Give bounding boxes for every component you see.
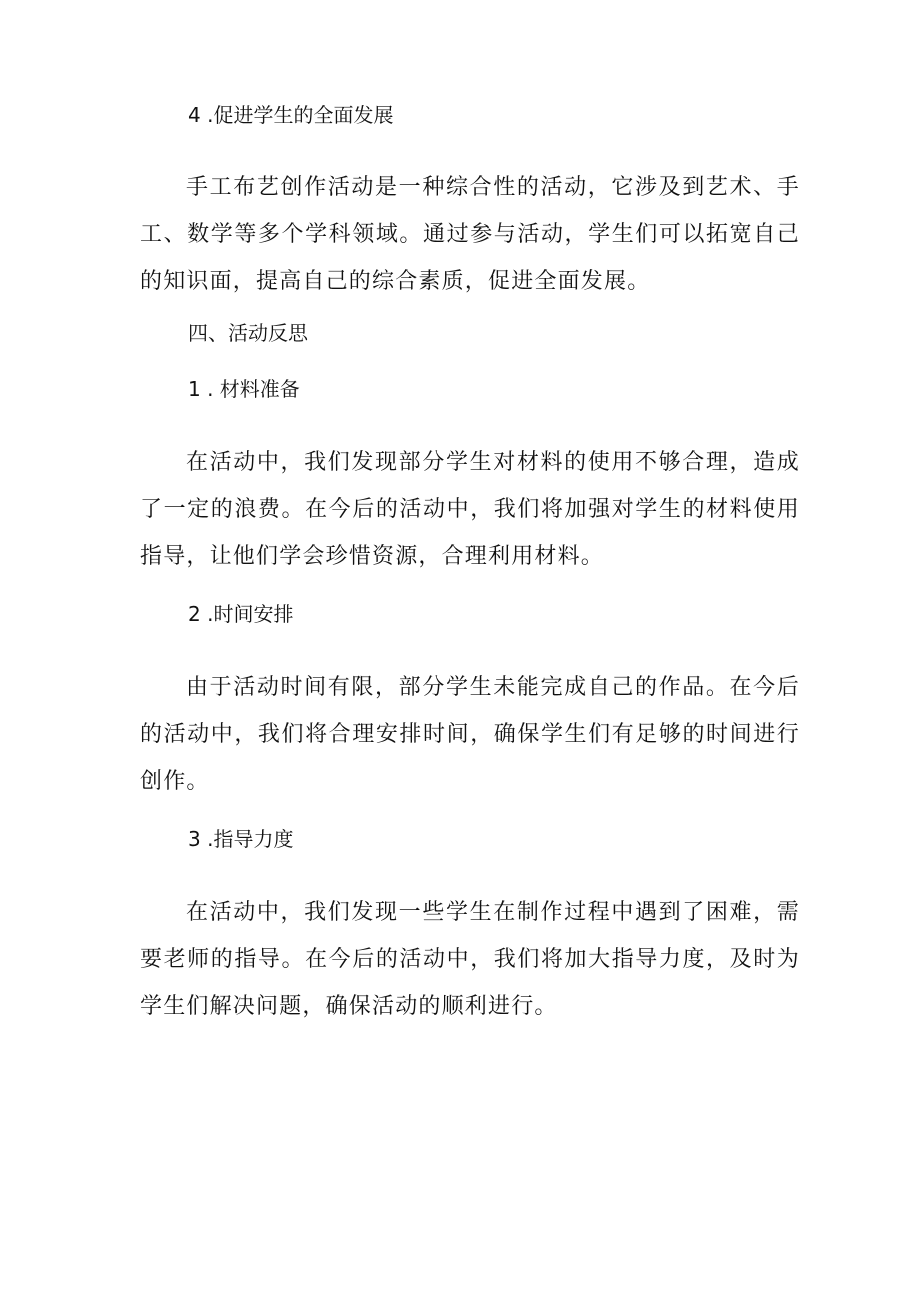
item-2-paragraph: 由于活动时间有限，部分学生未能完成自己的作品。在今后的活动中，我们将合理安排时间，确保学生们有足够的时间进行创作。 [140,675,800,794]
item-1-heading: 1 . 材料准备 [188,377,300,401]
chapter-heading-reflection: 四、活动反思 [188,321,308,345]
item-1-paragraph: 在活动中，我们发现部分学生对材料的使用不够合理，造成了一定的浪费。在今后的活动中，我们将加强对学生的材料使用指导，让他们学会珍惜资源，合理利用材料。 [140,450,800,569]
item-2-heading: 2 .时间安排 [188,602,294,626]
item-3-heading: 3 .指导力度 [188,827,294,851]
section-4-paragraph: 手工布艺创作活动是一种综合性的活动，它涉及到艺术、手工、数学等多个学科领域。通过参与活动，学生们可以拓宽自己的知识面，提高自己的综合素质，促进全面发展。 [140,175,800,294]
item-3-paragraph: 在活动中，我们发现一些学生在制作过程中遇到了困难，需要老师的指导。在今后的活动中，我们将加大指导力度，及时为学生们解决问题，确保活动的顺利进行。 [140,900,800,1019]
section-4-heading: 4 .促进学生的全面发展 [188,103,394,127]
